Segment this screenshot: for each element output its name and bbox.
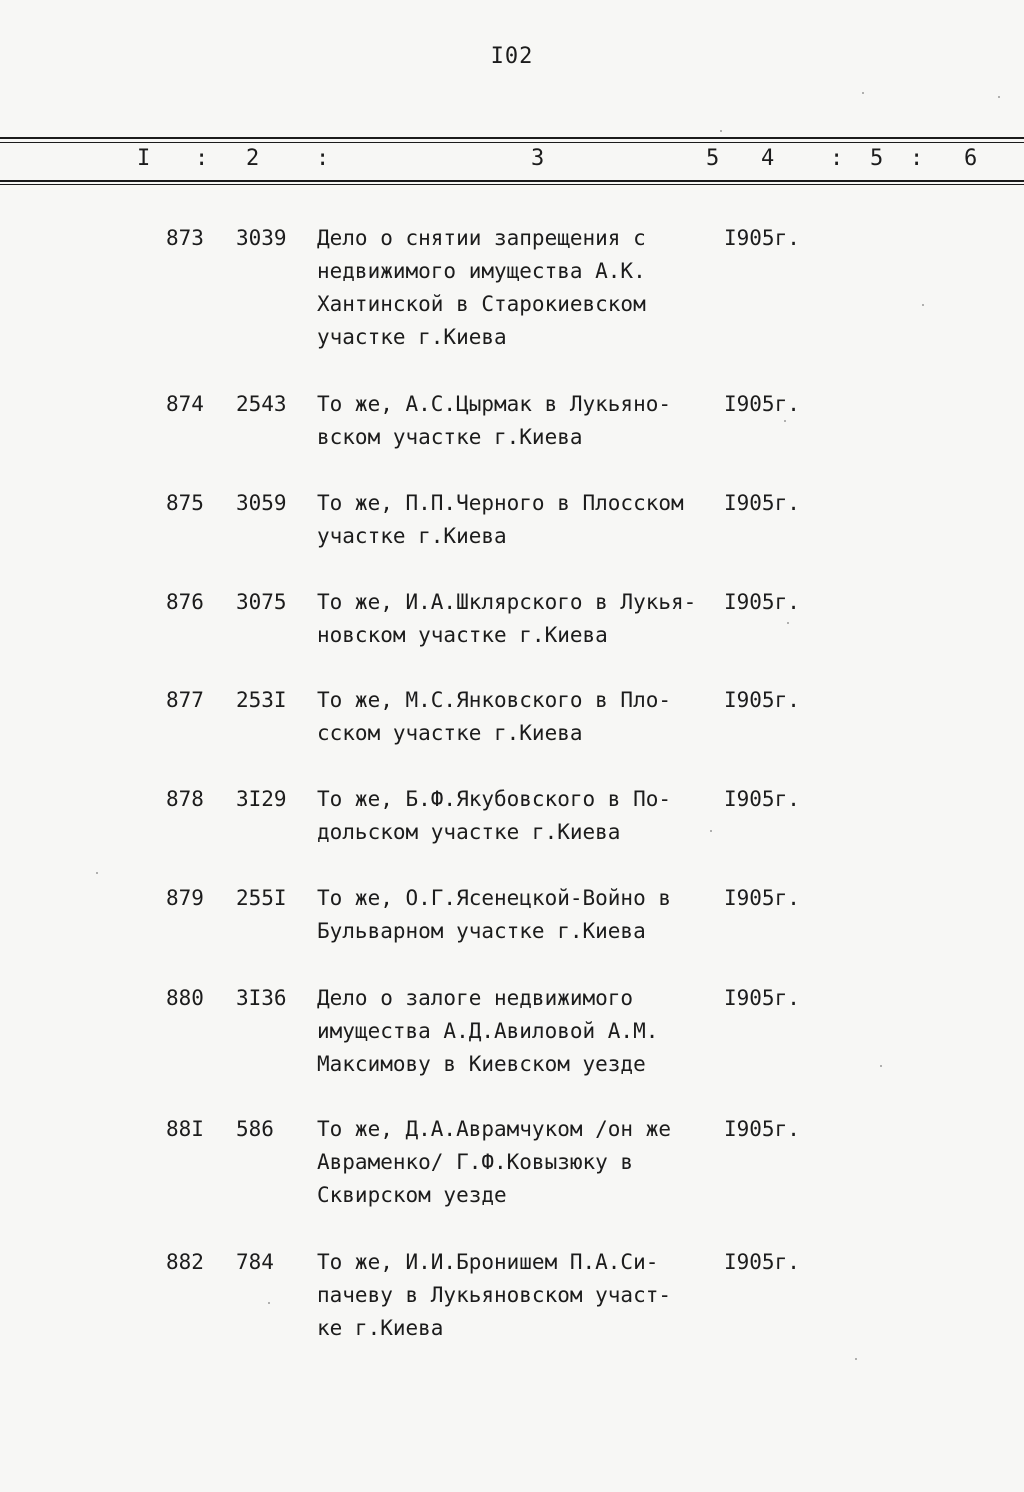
column-header-overprint: 5 xyxy=(706,146,720,171)
scan-speck xyxy=(998,96,1000,98)
column-separator: : xyxy=(316,146,330,171)
column-separator: : xyxy=(830,146,844,171)
description-line: Дело о залоге недвижимого xyxy=(317,986,634,1010)
record-code: 255I xyxy=(236,886,287,910)
record-code: 3075 xyxy=(236,590,287,614)
scan-speck xyxy=(710,830,712,832)
header-top-rule-thin xyxy=(0,142,1024,143)
scan-speck xyxy=(784,420,786,422)
record-code: 586 xyxy=(236,1117,274,1141)
description-line: ке г.Киева xyxy=(317,1316,444,1340)
record-description xyxy=(317,1246,722,1345)
record-description xyxy=(317,487,722,553)
record-description xyxy=(317,222,722,354)
record-number: 877 xyxy=(166,688,204,712)
description-line: То же, Д.А.Аврамчуком /он же xyxy=(317,1117,672,1141)
record-number: 874 xyxy=(166,392,204,416)
header-top-rule xyxy=(0,137,1024,139)
description-line: Дело о снятии запрещения с xyxy=(317,226,646,250)
description-line: То же, О.Г.Ясенецкой-Войно в xyxy=(317,886,672,910)
column-header-5: 5 xyxy=(870,146,884,171)
record-year: I905г. xyxy=(724,1117,800,1141)
column-header-1: I xyxy=(137,146,151,171)
description-line: Авраменко/ Г.Ф.Ковызюку в xyxy=(317,1150,634,1174)
record-code: 3I36 xyxy=(236,986,287,1010)
description-line: участке г.Киева xyxy=(317,325,507,349)
description-line: Сквирском уезде xyxy=(317,1183,507,1207)
record-number: 879 xyxy=(166,886,204,910)
record-year: I905г. xyxy=(724,886,800,910)
record-code: 3I29 xyxy=(236,787,287,811)
column-separator: : xyxy=(195,146,209,171)
record-number: 882 xyxy=(166,1250,204,1274)
description-line: То же, П.П.Черного в Плосском xyxy=(317,491,684,515)
description-line: дольском участке г.Киева xyxy=(317,820,621,844)
header-bottom-rule-thin xyxy=(0,184,1024,185)
record-description xyxy=(317,388,722,454)
description-line: пачеву в Лукьяновском участ- xyxy=(317,1283,672,1307)
description-line: Хантинской в Старокиевском xyxy=(317,292,646,316)
record-description xyxy=(317,783,722,849)
record-number: 875 xyxy=(166,491,204,515)
record-number: 880 xyxy=(166,986,204,1010)
column-separator: : xyxy=(910,146,924,171)
record-year: I905г. xyxy=(724,392,800,416)
record-description xyxy=(317,684,722,750)
scan-speck xyxy=(862,92,864,94)
column-header-6: 6 xyxy=(964,146,978,171)
page-number: I02 xyxy=(490,44,534,69)
description-line: То же, А.С.Цырмак в Лукьяно- xyxy=(317,392,672,416)
record-year: I905г. xyxy=(724,226,800,250)
scan-speck xyxy=(855,1358,857,1360)
column-header-3: 3 xyxy=(531,146,545,171)
description-line: недвижимого имущества А.К. xyxy=(317,259,646,283)
record-description xyxy=(317,586,722,652)
column-header-4: 4 xyxy=(761,146,775,171)
description-line: Бульварном участке г.Киева xyxy=(317,919,646,943)
description-line: То же, И.И.Бронишем П.А.Си- xyxy=(317,1250,659,1274)
scan-speck xyxy=(787,622,789,624)
description-line: То же, И.А.Шклярского в Лукья- xyxy=(317,590,697,614)
description-line: вском участке г.Киева xyxy=(317,425,583,449)
record-description xyxy=(317,882,722,948)
description-line: То же, Б.Ф.Якубовского в По- xyxy=(317,787,672,811)
record-number: 878 xyxy=(166,787,204,811)
record-code: 3039 xyxy=(236,226,287,250)
record-description xyxy=(317,982,722,1081)
record-number: 873 xyxy=(166,226,204,250)
record-code: 2543 xyxy=(236,392,287,416)
description-line: То же, М.С.Янковского в Пло- xyxy=(317,688,672,712)
column-header-2: 2 xyxy=(246,146,260,171)
record-year: I905г. xyxy=(724,986,800,1010)
scan-speck xyxy=(96,872,98,874)
scan-speck xyxy=(720,130,722,132)
record-year: I905г. xyxy=(724,491,800,515)
record-code: 784 xyxy=(236,1250,274,1274)
scan-speck xyxy=(922,304,924,306)
record-year: I905г. xyxy=(724,688,800,712)
description-line: Максимову в Киевском уезде xyxy=(317,1052,646,1076)
record-code: 253I xyxy=(236,688,287,712)
record-year: I905г. xyxy=(724,1250,800,1274)
description-line: имущества А.Д.Авиловой А.М. xyxy=(317,1019,659,1043)
description-line: сском участке г.Киева xyxy=(317,721,583,745)
record-code: 3059 xyxy=(236,491,287,515)
scan-speck xyxy=(880,1065,882,1067)
record-year: I905г. xyxy=(724,787,800,811)
record-number: 876 xyxy=(166,590,204,614)
header-bottom-rule xyxy=(0,180,1024,182)
record-description xyxy=(317,1113,722,1212)
description-line: новском участке г.Киева xyxy=(317,623,608,647)
record-number: 88I xyxy=(166,1117,204,1141)
description-line: участке г.Киева xyxy=(317,524,507,548)
record-year: I905г. xyxy=(724,590,800,614)
scan-speck xyxy=(268,1302,270,1304)
